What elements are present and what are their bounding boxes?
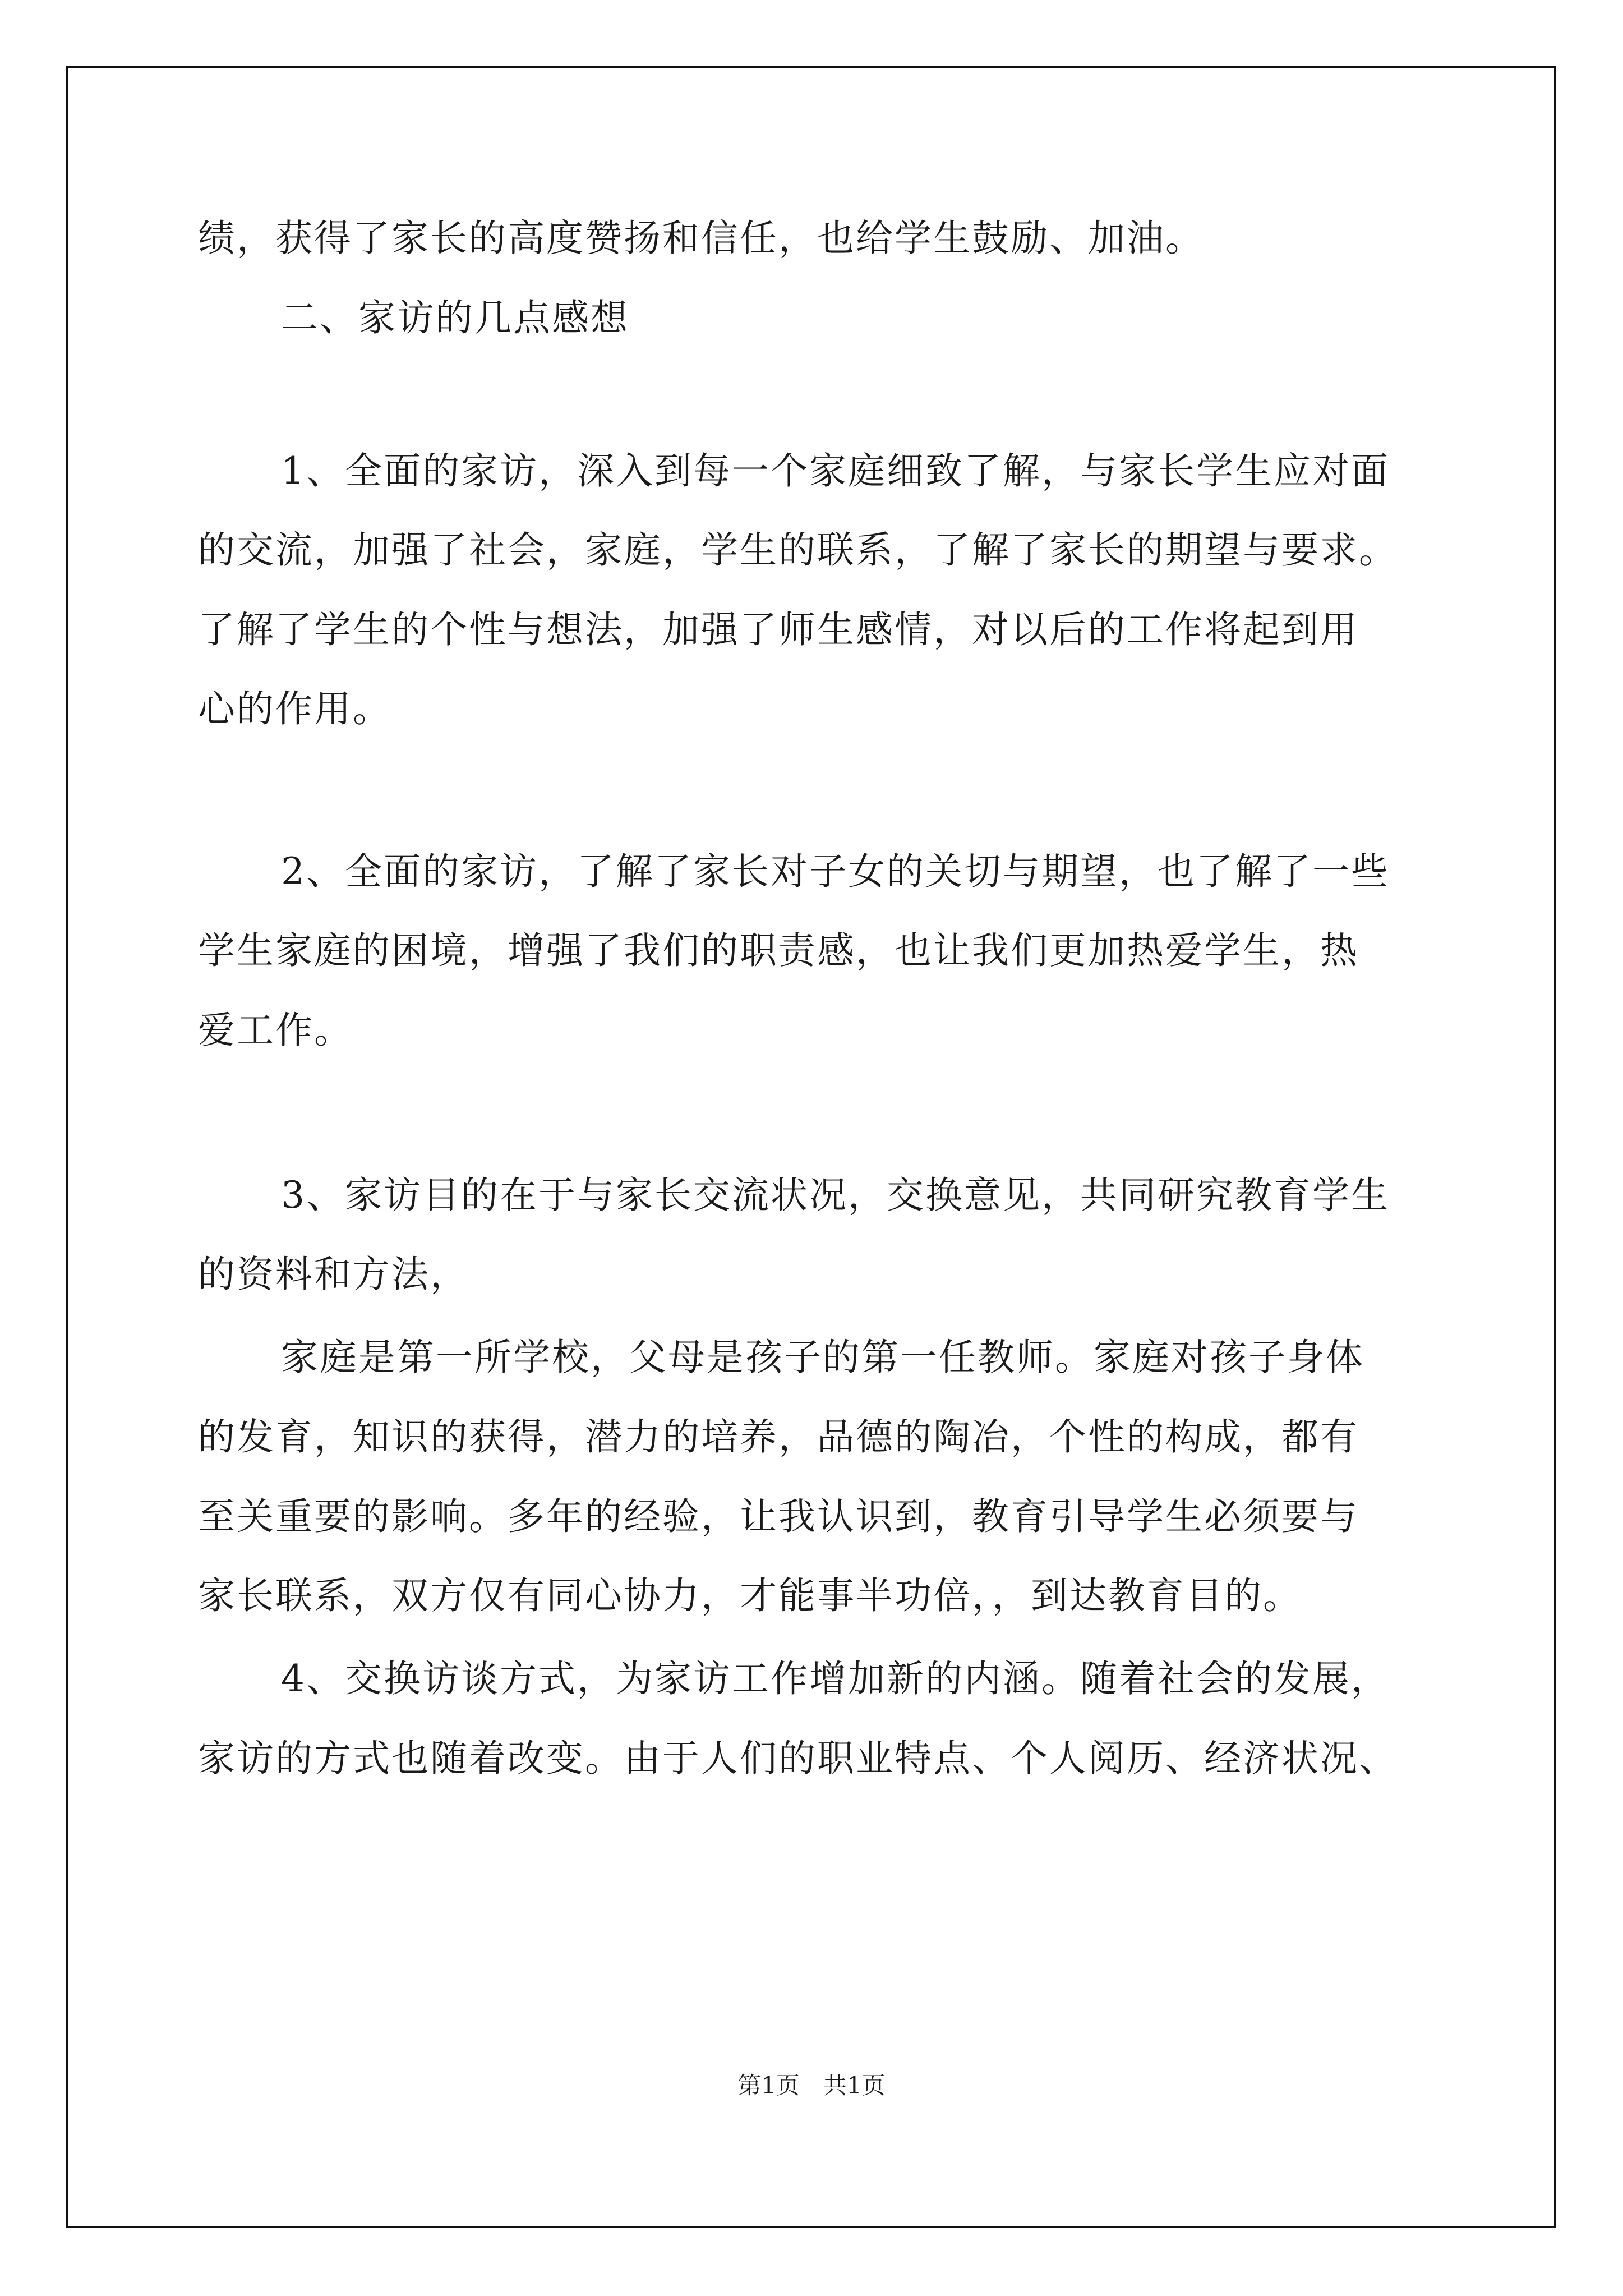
text-line: 的交流，加强了社会，家庭，学生的联系，了解了家长的期望与要求。 bbox=[198, 528, 1398, 572]
text-line: 家庭是第一所学校，父母是孩子的第一任教师。家庭对孩子身体 bbox=[281, 1336, 1364, 1379]
text-line: 3、家访目的在于与家长交流状况，交换意见，共同研究教育学生 bbox=[281, 1174, 1390, 1217]
text-line: 4、交换访谈方式，为家访工作增加新的内涵。随着社会的发展， bbox=[281, 1657, 1390, 1700]
text-line: 爱工作。 bbox=[198, 1009, 353, 1052]
text-line: 的资料和方法， bbox=[198, 1253, 469, 1296]
text-line: 2、全面的家访，了解了家长对子女的关切与期望，也了解了一些 bbox=[281, 850, 1390, 893]
text-line: 绩，获得了家长的高度赞扬和信任，也给学生鼓励、加油。 bbox=[198, 217, 1204, 260]
text-line: 学生家庭的困境，增强了我们的职责感，也让我们更加热爱学生，热 bbox=[198, 929, 1359, 972]
section-heading: 二、家访的几点感想 bbox=[281, 296, 629, 339]
text-line: 心的作用。 bbox=[198, 687, 391, 730]
page-total: 共1页 bbox=[823, 2072, 886, 2099]
text-line: 至关重要的影响。多年的经验，让我认识到，教育引导学生必须要与 bbox=[198, 1495, 1359, 1538]
page-footer bbox=[0, 2067, 1623, 2101]
text-line: 家长联系，双方仅有同心协力，才能事半功倍，，到达教育目的。 bbox=[198, 1574, 1302, 1617]
text-line: 的发育，知识的获得，潜力的培养，品德的陶冶，个性的构成，都有 bbox=[198, 1415, 1359, 1458]
text-line: 了解了学生的个性与想法，加强了师生感情，对以后的工作将起到用 bbox=[198, 608, 1359, 651]
page-border bbox=[66, 66, 1556, 2228]
text-line: 1、全面的家访，深入到每一个家庭细致了解，与家长学生应对面 bbox=[281, 449, 1390, 493]
text-line: 家访的方式也随着改变。由于人们的职业特点、个人阅历、经济状况、 bbox=[198, 1737, 1398, 1780]
page-number: 第1页 bbox=[737, 2072, 800, 2099]
